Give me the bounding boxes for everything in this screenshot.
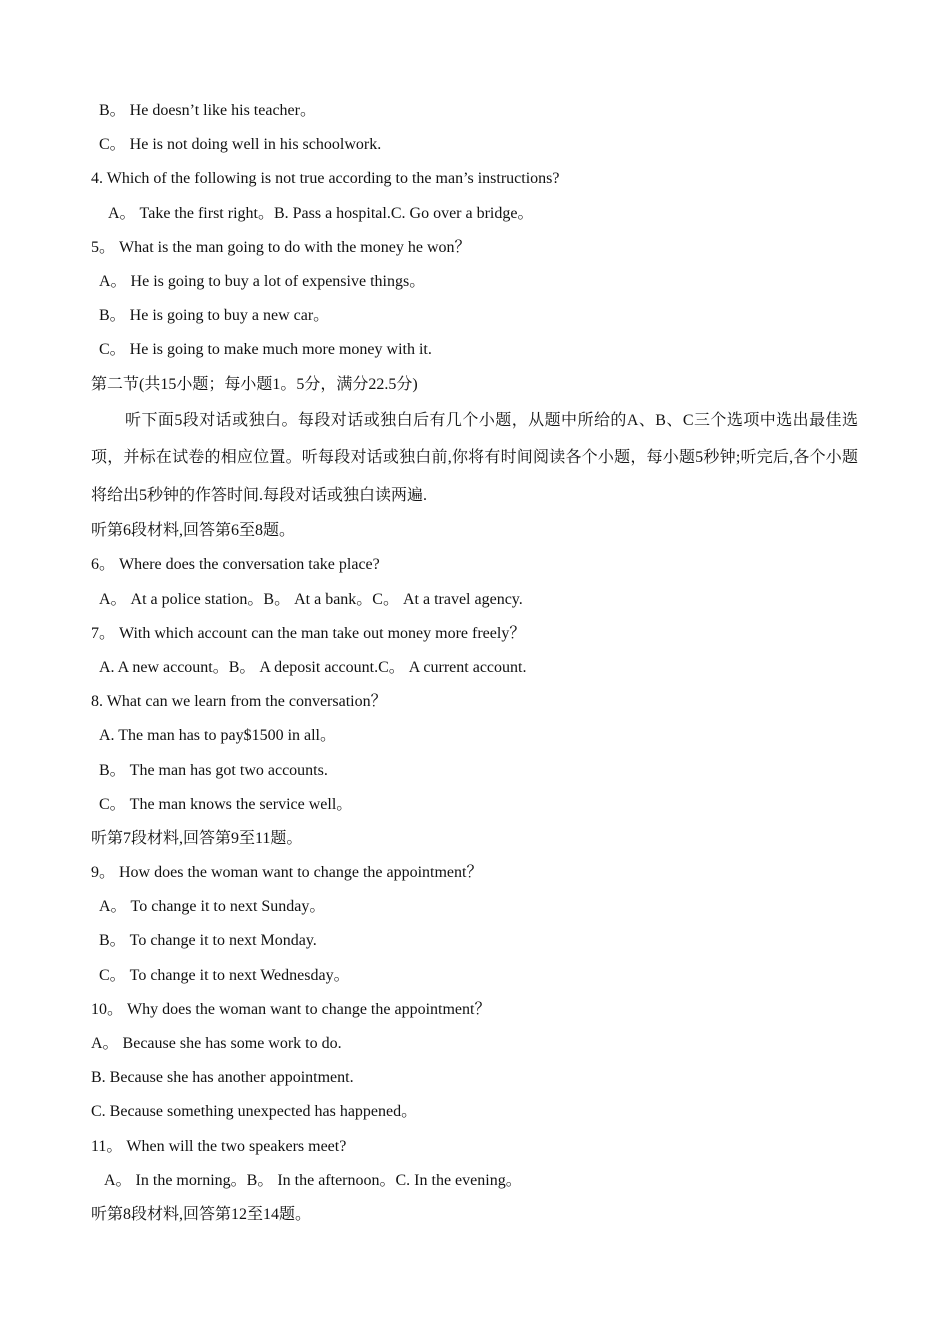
option-a-q9: A。 To change it to next Sunday。 xyxy=(99,898,326,916)
section-instructions: 听下面5段对话或独白。每段对话或独白后有几个小题，从题中所给的A、B、C三个选项中选出最佳选项，并标在试卷的相应位置。听每段对话或独白前,你将有时间阅读各个小题，每小题5秒钟;听完后,各个小题将给出5秒钟的作答时间.每段对话或独白读两遍. xyxy=(91,411,858,504)
question-8: 8. What can we learn from the conversation？ xyxy=(91,693,387,711)
option-b-q9: B。 To change it to next Monday. xyxy=(99,932,317,950)
question-9: 9。 How does the woman want to change the appointment？ xyxy=(91,864,483,882)
question-6: 6。 Where does the conversation take place? xyxy=(91,556,380,574)
document-page xyxy=(0,94,950,1232)
option-b-q3: B。 He doesn’t like his teacher。 xyxy=(99,102,316,119)
question-4: 4. Which of the following is not true according to the man’s instructions? xyxy=(91,170,560,188)
question-5: 5。 What is the man going to do with the money he won？ xyxy=(91,238,471,256)
option-c-q10: C. Because something unexpected has happened。 xyxy=(91,1103,418,1121)
options-q4: A。 Take the first right。B. Pass a hospital.C. Go over a bridge。 xyxy=(108,204,534,222)
question-10: 10。 Why does the woman want to change the appointment？ xyxy=(91,1000,491,1018)
option-b-q10: B. Because she has another appointment. xyxy=(91,1069,354,1087)
options-q6: A。 At a police station。B。 At a bank。C。 At a travel agency. xyxy=(99,590,523,608)
option-b-q5: B。 He is going to buy a new car。 xyxy=(99,307,330,325)
question-7: 7。 With which account can the man take out money more freely？ xyxy=(91,624,526,642)
option-b-q8: B。 The man has got two accounts. xyxy=(99,761,328,779)
material-7-heading: 听第7段材料,回答第9至11题。 xyxy=(91,829,303,847)
material-6-heading: 听第6段材料,回答第6至8题。 xyxy=(91,522,296,540)
option-a-q5: A。 He is going to buy a lot of expensive things。 xyxy=(99,272,426,290)
option-c-q9: C。 To change it to next Wednesday。 xyxy=(99,966,350,984)
material-8-heading: 听第8段材料,回答第12至14题。 xyxy=(91,1205,312,1223)
options-q11: A。 In the morning。B。 In the afternoon。C. In the evening。 xyxy=(104,1171,522,1189)
option-c-q8: C。 The man knows the service well。 xyxy=(99,795,353,813)
options-q7: A. A new account。B。 A deposit account.C。 A current account. xyxy=(99,658,527,676)
option-c-q3: C。 He is not doing well in his schoolwork. xyxy=(99,136,382,154)
question-11: 11。 When will the two speakers meet? xyxy=(91,1137,347,1155)
section-heading: 第二节(共15小题；每小题1。5分，满分22.5分) xyxy=(91,375,418,393)
option-a-q8: A. The man has to pay$1500 in all。 xyxy=(99,727,337,745)
option-c-q5: C。 He is going to make much more money with it. xyxy=(99,341,432,359)
option-a-q10: A。 Because she has some work to do. xyxy=(91,1035,342,1052)
